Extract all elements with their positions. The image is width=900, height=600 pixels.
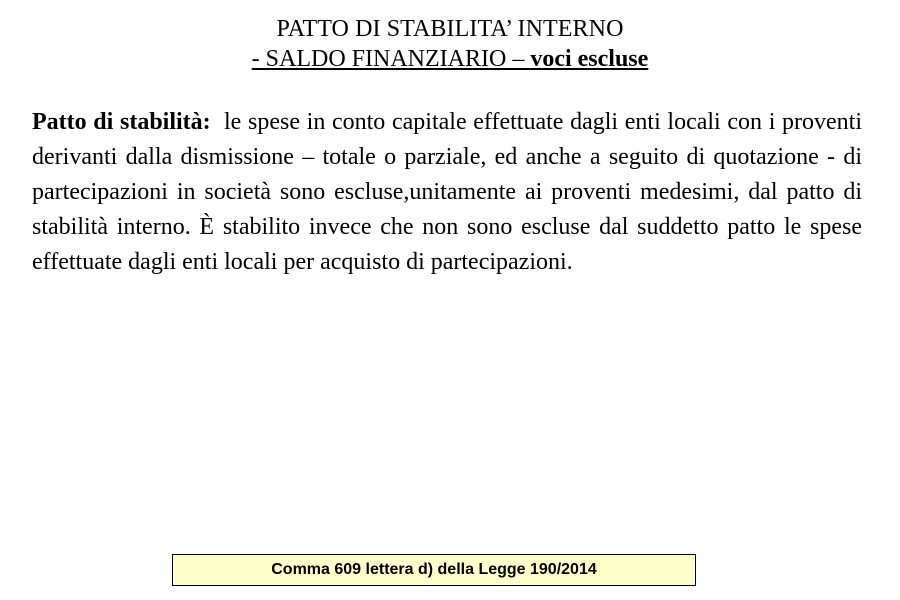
subtitle-emphasis: voci escluse (530, 46, 649, 72)
title-main: PATTO DI STABILITA’ INTERNO (276, 16, 624, 42)
body-paragraph (32, 105, 862, 280)
paragraph-text: le spese in conto capitale effettuate dagli enti locali con i proventi derivanti dalla dismissione – totale o parziale, ed anche a seguito di quotazione - di partecipazioni in società sono escluse,unitamente ai proventi medesimi, dal patto di stabilità interno. È stabilito invece che non sono escluse dal suddetto patto le spese effettuate dagli enti locali per acquisto di partecipazioni. (32, 109, 863, 275)
title-subtitle (0, 44, 900, 74)
legal-reference-box (172, 554, 696, 586)
page-title (0, 14, 900, 74)
subtitle-prefix: - SALDO FINANZIARIO – (251, 46, 531, 72)
legal-reference-text: Comma 609 lettera d) della Legge 190/2014 (271, 561, 597, 578)
paragraph-lead: Patto di stabilità: (32, 109, 211, 135)
